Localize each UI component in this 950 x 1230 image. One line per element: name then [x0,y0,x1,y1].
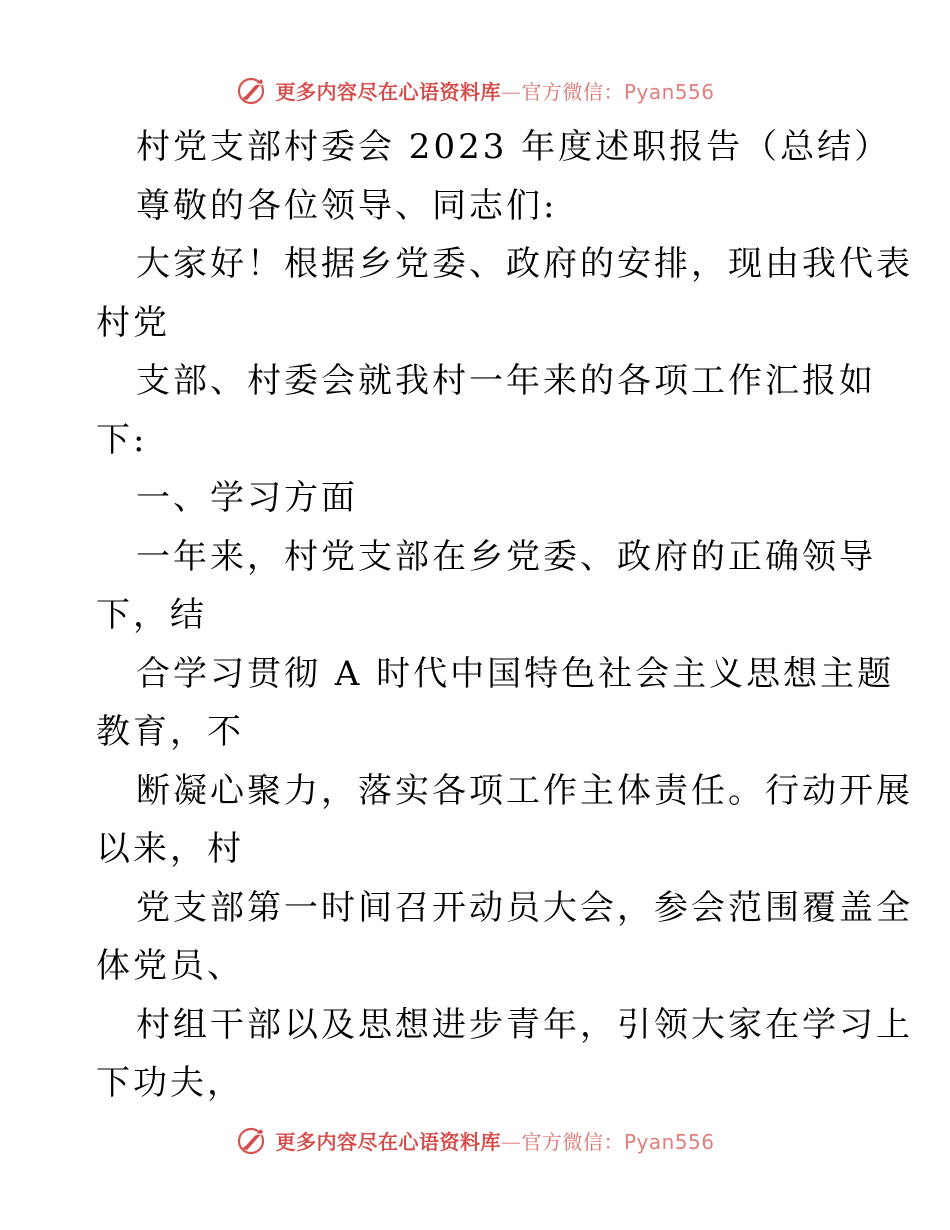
banner-separator: — [500,79,522,104]
text-line: 教育，不 [96,712,244,752]
banner-wechat-id: Pyan556 [623,79,715,104]
text-line: 村党 [96,302,170,343]
document-title: 村党支部村委会 2023 年度述职报告（总结） [136,127,892,167]
header-watermark-banner [0,70,950,110]
banner-wechat-id: Pyan556 [623,1129,715,1154]
document-body [96,118,913,1113]
text-line: 村组干部以及思想进步青年，引领大家在学习上 [136,1004,913,1045]
banner-main-text: 更多内容尽在心语资料库 [275,79,501,104]
banner-text [275,1126,714,1155]
text-line: 下，结 [96,595,207,635]
text-line: 下功夫， [96,1063,244,1103]
text-line: 合学习贯彻 A 时代中国特色社会主义思想主题 [136,653,895,694]
quill-logo-icon [235,1123,269,1157]
text-line: 尊敬的各位领导、同志们: [136,185,558,226]
banner-wechat-label: 官方微信： [521,1129,624,1154]
text-line: 一年来，村党支部在乡党委、政府的正确领导 [136,536,876,577]
text-line: 一、学习方面 [136,478,358,518]
banner-main-text: 更多内容尽在心语资料库 [275,1129,501,1154]
text-line: 体党员、 [96,946,244,986]
text-line: 断凝心聚力，落实各项工作主体责任。行动开展 [136,770,913,811]
banner-text [275,76,714,105]
footer-watermark-banner [0,1120,950,1160]
text-line: 下: [96,419,148,460]
text-line: 党支部第一时间召开动员大会，参会范围覆盖全 [136,887,913,928]
text-line: 以来，村 [96,829,244,869]
text-line: 大家好！根据乡党委、政府的安排，现由我代表 [136,244,913,284]
banner-separator: — [500,1129,522,1154]
quill-logo-icon [235,73,269,107]
banner-wechat-label: 官方微信： [521,79,624,104]
text-line: 支部、村委会就我村一年来的各项工作汇报如 [136,361,876,401]
